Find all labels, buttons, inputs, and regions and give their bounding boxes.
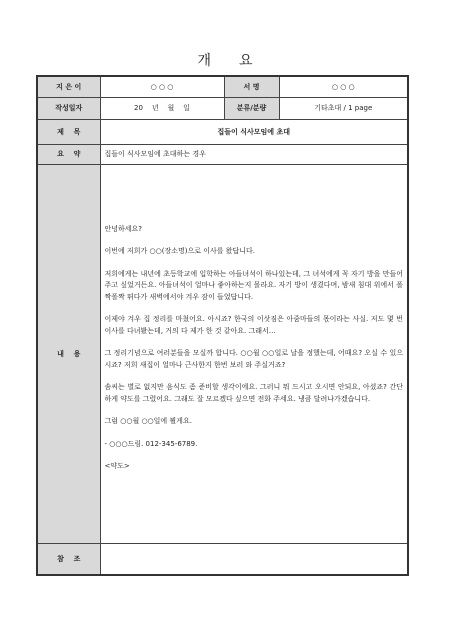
content-paragraph: 이번에 저희가 ○○(장소명)으로 이사를 왔답니다.	[104, 247, 256, 255]
summary-label: 요 약	[37, 144, 100, 164]
content-body[interactable]	[100, 164, 408, 543]
category-label: 분류/분량	[224, 97, 279, 119]
summary-value[interactable]: 집들이 식사모임에 초대하는 경우	[100, 144, 408, 164]
author-value[interactable]: ○ ○ ○	[100, 76, 224, 97]
content-paragraph: 그럼 ○○월 ○○일에 뵐게요.	[104, 417, 192, 425]
date-value[interactable]: 20 년 월 일	[100, 97, 224, 119]
content-label: 내 용	[37, 164, 100, 543]
row-summary	[37, 144, 408, 164]
title-char: 개	[197, 53, 211, 69]
summary-form	[36, 75, 409, 576]
content-paragraph: 저희에게는 내년에 초등학교에 입학하는 아들녀석이 하나있는데, 그 녀석에게 꼭 자기 방을 만들어주고 싶었거든요. 아들녀석이 얼마나 좋아하는지 몰라요. 자기 방이 생겼다며, 밤새 침대 위에서 폴짝폴짝 뛰다가 새벽에서야 겨우 잠이 들었답니다.	[104, 269, 403, 301]
reference-value[interactable]	[100, 543, 408, 575]
row-content	[37, 164, 408, 543]
content-paragraph: 그 정리기념으로 여러분들을 모실까 합니다. ○○월 ○○일로 날을 정했는데, 어때요? 오실 수 있으시죠? 저희 새집이 얼마나 근사한지 한번 보러 와 주실거죠?	[104, 349, 403, 369]
title-char: 요	[239, 53, 253, 69]
content-paragraph: 안녕하세요?	[104, 224, 143, 233]
row-subject	[37, 119, 408, 144]
row-reference	[37, 543, 408, 575]
document-title	[0, 50, 450, 70]
sign-value[interactable]: ○ ○ ○	[279, 76, 408, 97]
row-date	[37, 97, 408, 119]
subject-value[interactable]: 집들이 식사모임에 초대	[100, 119, 408, 144]
content-paragraph: 솜씨는 별로 없지만 음식도 좀 준비할 생각이에요. 그러니 뭐 드시고 오시면 안되요, 아셨죠? 간단하게 약도를 그렸어요. 그래도 잘 모르겠다 싶으면 전화 주세요. 냉큼 달려나가겠습니다.	[104, 383, 403, 403]
date-label: 작성일자	[37, 97, 100, 119]
category-value[interactable]: 기타초대 / 1 page	[279, 97, 408, 119]
author-label: 지 은 이	[37, 76, 100, 97]
content-paragraph: 이제야 겨우 집 정리를 마쳤어요. 아시죠? 한국의 이삿짐은 아줌마들의 몫이라는 사실. 저도 몇 번 이사를 다녀봤는데, 거의 다 제가 한 것 같아요. 그래서…	[104, 315, 403, 335]
sign-label: 서 명	[224, 76, 279, 97]
subject-label: 제 목	[37, 119, 100, 144]
row-author	[37, 76, 408, 97]
content-paragraph: <약도>	[104, 462, 130, 470]
content-paragraph: - ○○○드림. 012-345-6789.	[104, 439, 198, 448]
reference-label: 참 조	[37, 543, 100, 575]
